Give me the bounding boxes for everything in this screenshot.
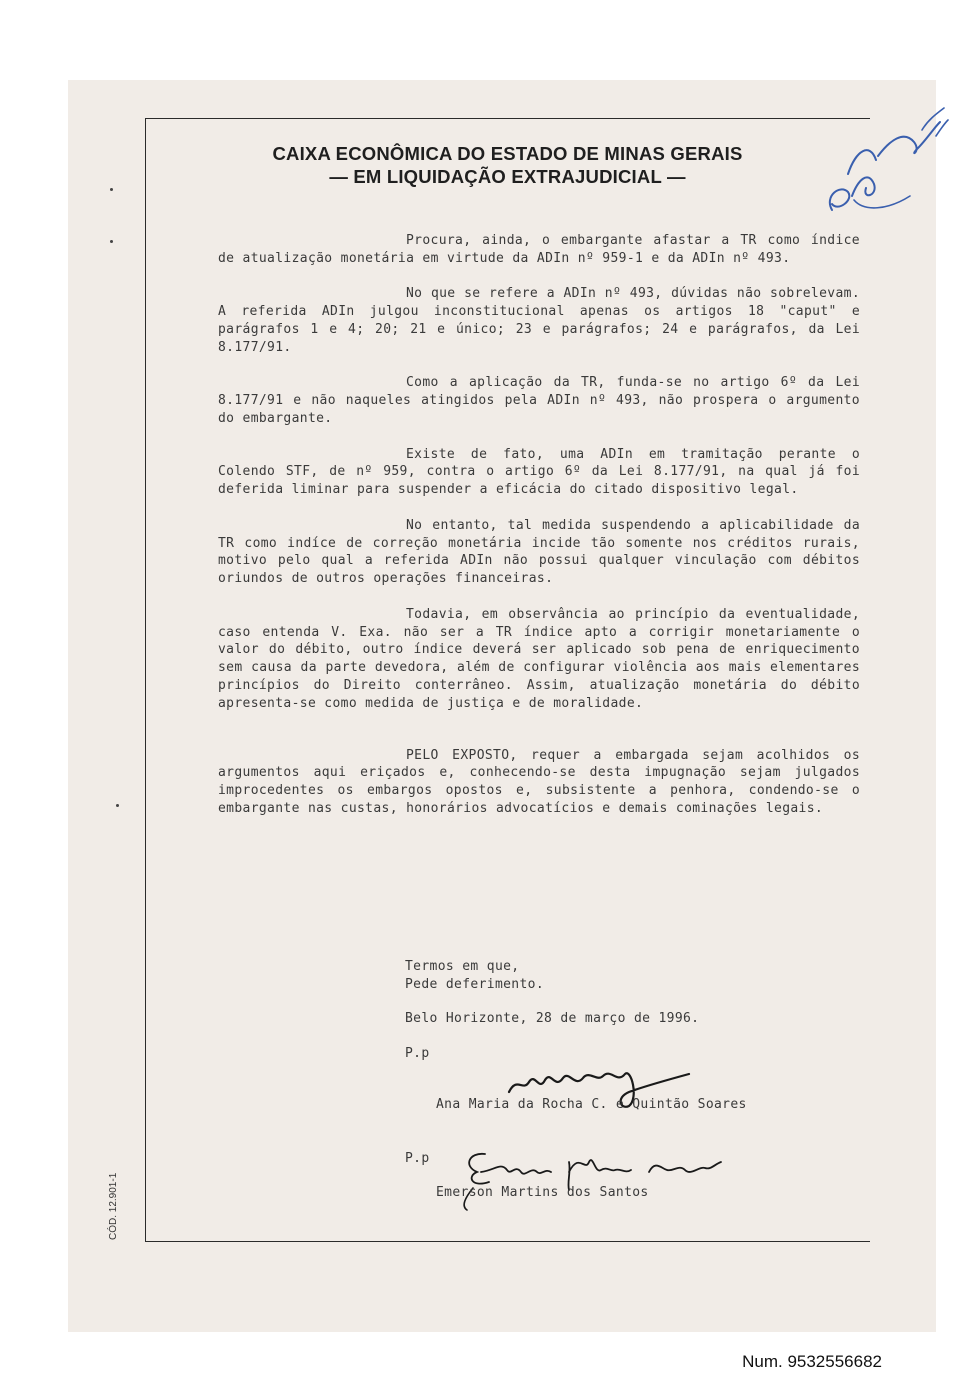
signatory-name: Emerson Martins dos Santos	[436, 1185, 649, 1200]
handwritten-initials	[818, 100, 948, 230]
punch-mark	[110, 188, 113, 191]
punch-mark	[110, 240, 113, 243]
paragraph: Como a aplicação da TR, funda-se no artigo 6º da Lei 8.177/91 e não naqueles atingidos pela ADIn nº 493, não prospera o argumento do embargante.	[218, 375, 860, 426]
place-date: Belo Horizonte, 28 de março de 1996.	[405, 1011, 700, 1026]
closing-pede: Pede deferimento.	[405, 977, 545, 992]
paragraph: No que se refere a ADIn nº 493, dúvidas não sobrelevam. A referida ADIn julgou inconstitucional apenas os artigos 18 "caput" e parágrafos 1 e 4; 20; 21 e único; 23 e parágrafos; 24 e parágrafos, da Lei 8.177/91.	[218, 286, 860, 355]
paragraph: Procura, ainda, o embargante afastar a TR como índice de atualização monetária em virtude da ADIn nº 959-1 e da ADIn nº 493.	[218, 233, 860, 266]
paragraph: Todavia, em observância ao princípio da eventualidade, caso entenda V. Exa. não ser a TR índice apto a corrigir monetariamente o valor do débito, outro índice deverá ser aplicado sob pena de enriquecimento sem causa da parte devedora, além de configurar violência aos mais elementares princípios do Direito conterrâneo. Assim, atualização monetária do débito apresenta-se como medida de justiça e de moralidade.	[218, 606, 860, 711]
paragraph: No entanto, tal medida suspendendo a aplicabilidade da TR como indíce de correção monetária incide tão somente nos créditos rurais, motivo pelo qual a referida ADIn não possui qualquer vinculação com débitos oriundos de outros operações financeiras.	[218, 517, 860, 587]
letter-body	[218, 232, 860, 836]
punch-mark	[116, 804, 119, 807]
letterhead-subtitle: — EM LIQUIDAÇÃO EXTRAJUDICIAL —	[329, 166, 686, 187]
closing-termos: Termos em que,	[405, 959, 520, 974]
paragraph-conclusion: PELO EXPOSTO, requer a embargada sejam acolhidos os argumentos aqui eriçados e, conhecendo-se desta impugnação sejam julgados improcedentes os embargos opostos e, subsistente a penhora, condendo-se o embargante nas custas, honorários advocatícios e demais cominações legais.	[218, 747, 860, 816]
signatory-name: Ana Maria da Rocha C. e Quintão Soares	[436, 1097, 747, 1112]
paragraph: Existe de fato, uma ADIn em tramitação perante o Colendo STF, de nº 959, contra o artigo 6º da Lei 8.177/91, na qual já foi deferida liminar para suspender a eficácia do citado dispositivo legal.	[218, 446, 860, 498]
page-number: Num. 9532556682	[742, 1352, 882, 1371]
pp-label: P.p	[405, 1046, 430, 1061]
pp-label: P.p	[405, 1151, 430, 1166]
letterhead-title: CAIXA ECONÔMICA DO ESTADO DE MINAS GERAIS	[272, 143, 743, 164]
form-code: CÓD. 12.901-1	[108, 1172, 119, 1240]
